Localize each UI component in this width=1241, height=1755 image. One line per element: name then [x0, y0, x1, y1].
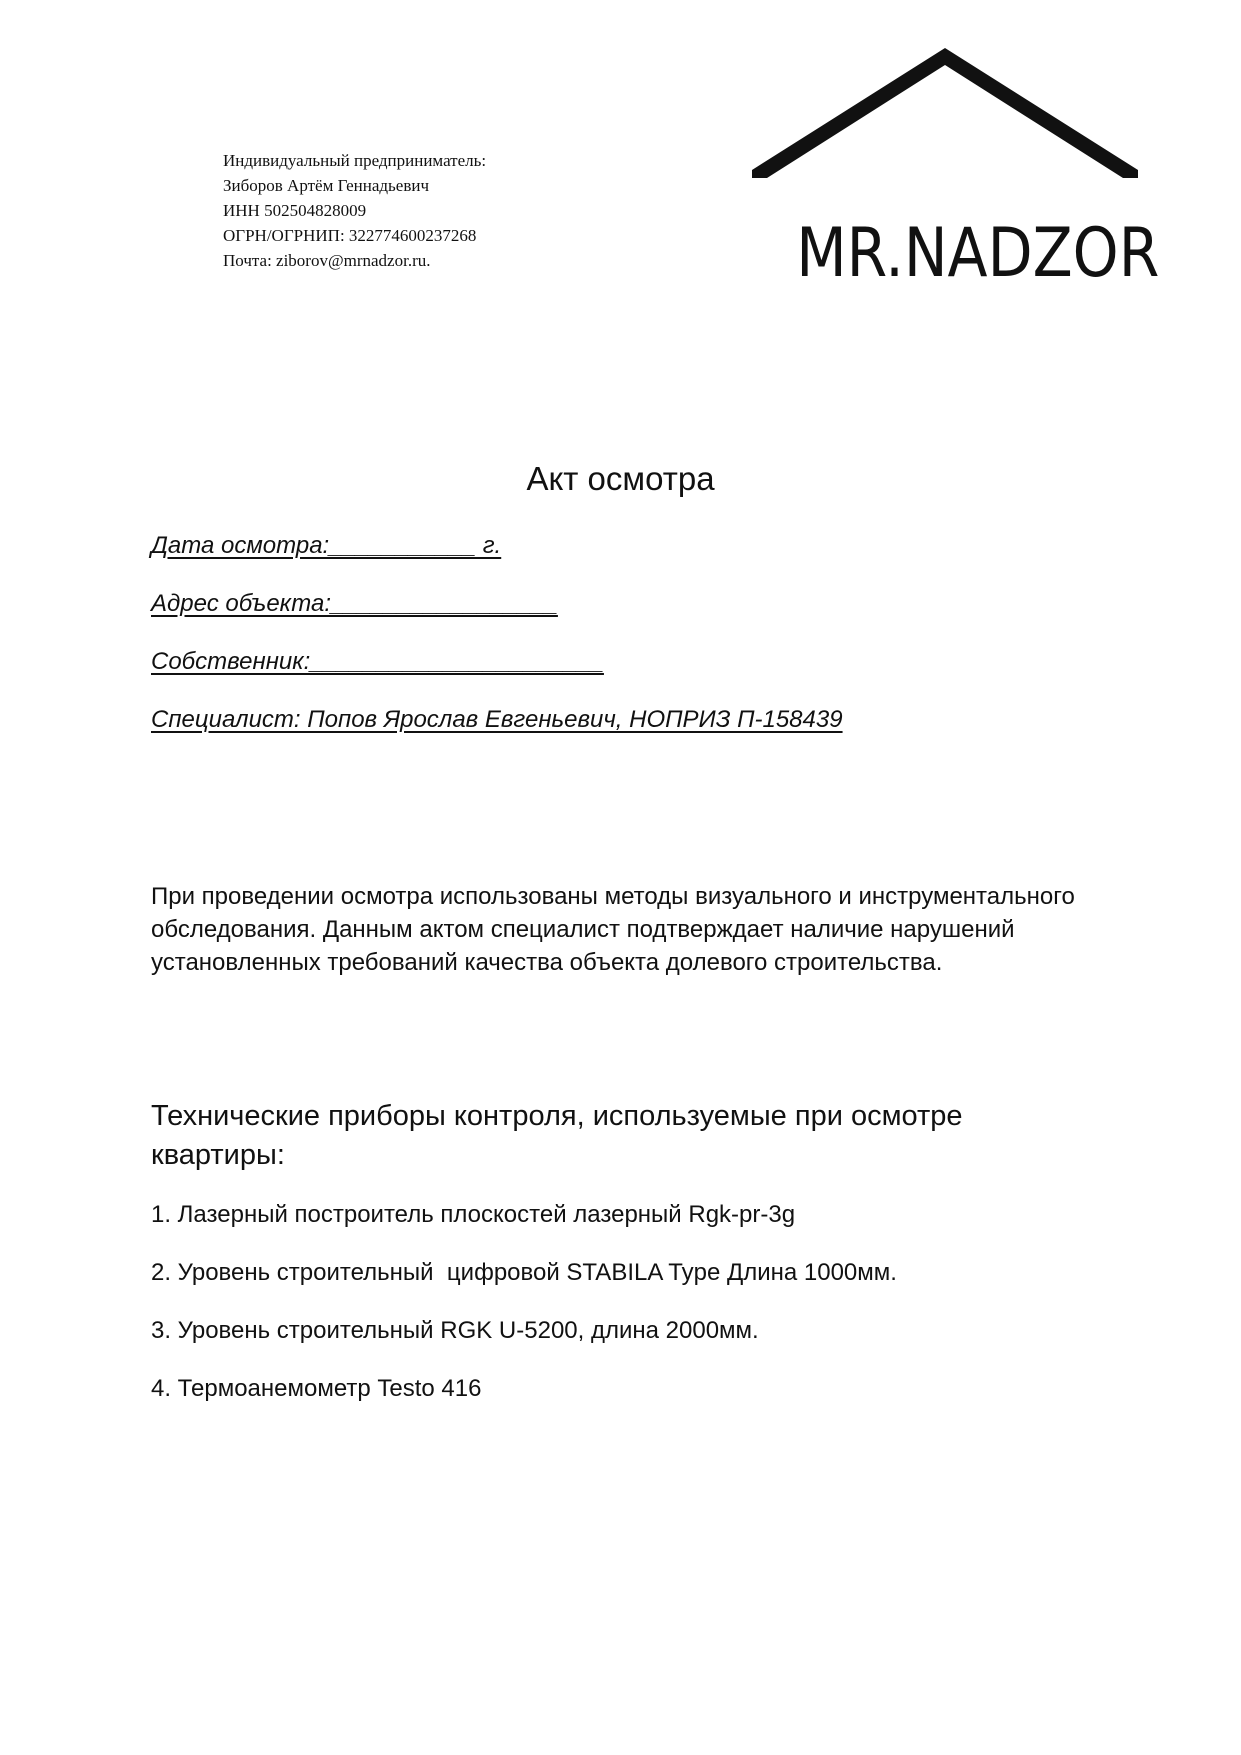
list-item: 1. Лазерный построитель плоскостей лазерный Rgk-pr-3g	[151, 1201, 796, 1228]
company-logo	[752, 48, 1160, 293]
owner-field: Собственник:______________________	[151, 648, 604, 675]
house-roof-icon	[752, 48, 1138, 178]
issuer-line-email: Почта: ziborov@mrnadzor.ru.	[223, 251, 431, 270]
logo-wordmark: MR.NADZOR	[796, 214, 1160, 293]
document-title: Акт осмотра	[526, 460, 715, 497]
intro-paragraph: При проведении осмотра использованы методы визуального и инструментального обследования. Данным актом специалист подтверждает наличие нарушений установленных требований качества объекта долевого строительства.	[151, 883, 1075, 976]
instruments-heading: Технические приборы контроля, используемые при осмотре квартиры:	[151, 1100, 963, 1171]
issuer-info	[223, 148, 683, 273]
issuer-line-name: Зиборов Артём Геннадьевич	[223, 176, 430, 195]
instrument-list	[151, 1200, 897, 1432]
issuer-line-inn: ИНН 502504828009	[223, 201, 367, 220]
issuer-line-title: Индивидуальный предприниматель:	[223, 151, 487, 170]
issuer-line-ogrn: ОГРН/ОГРНИП: 322774600237268	[223, 226, 477, 245]
specialist-field: Специалист: Попов Ярослав Евгеньевич, НОПРИЗ П-158439	[151, 706, 843, 733]
object-address-field: Адрес объекта:_________________	[151, 590, 558, 617]
inspection-date-field: Дата осмотра:___________ г.	[151, 532, 502, 559]
list-item: 3. Уровень строительный RGK U-5200, длина 2000мм.	[151, 1317, 759, 1344]
list-item: 4. Термоанемометр Testo 416	[151, 1375, 482, 1402]
list-item: 2. Уровень строительный цифровой STABILA Type Длина 1000мм.	[151, 1259, 897, 1286]
